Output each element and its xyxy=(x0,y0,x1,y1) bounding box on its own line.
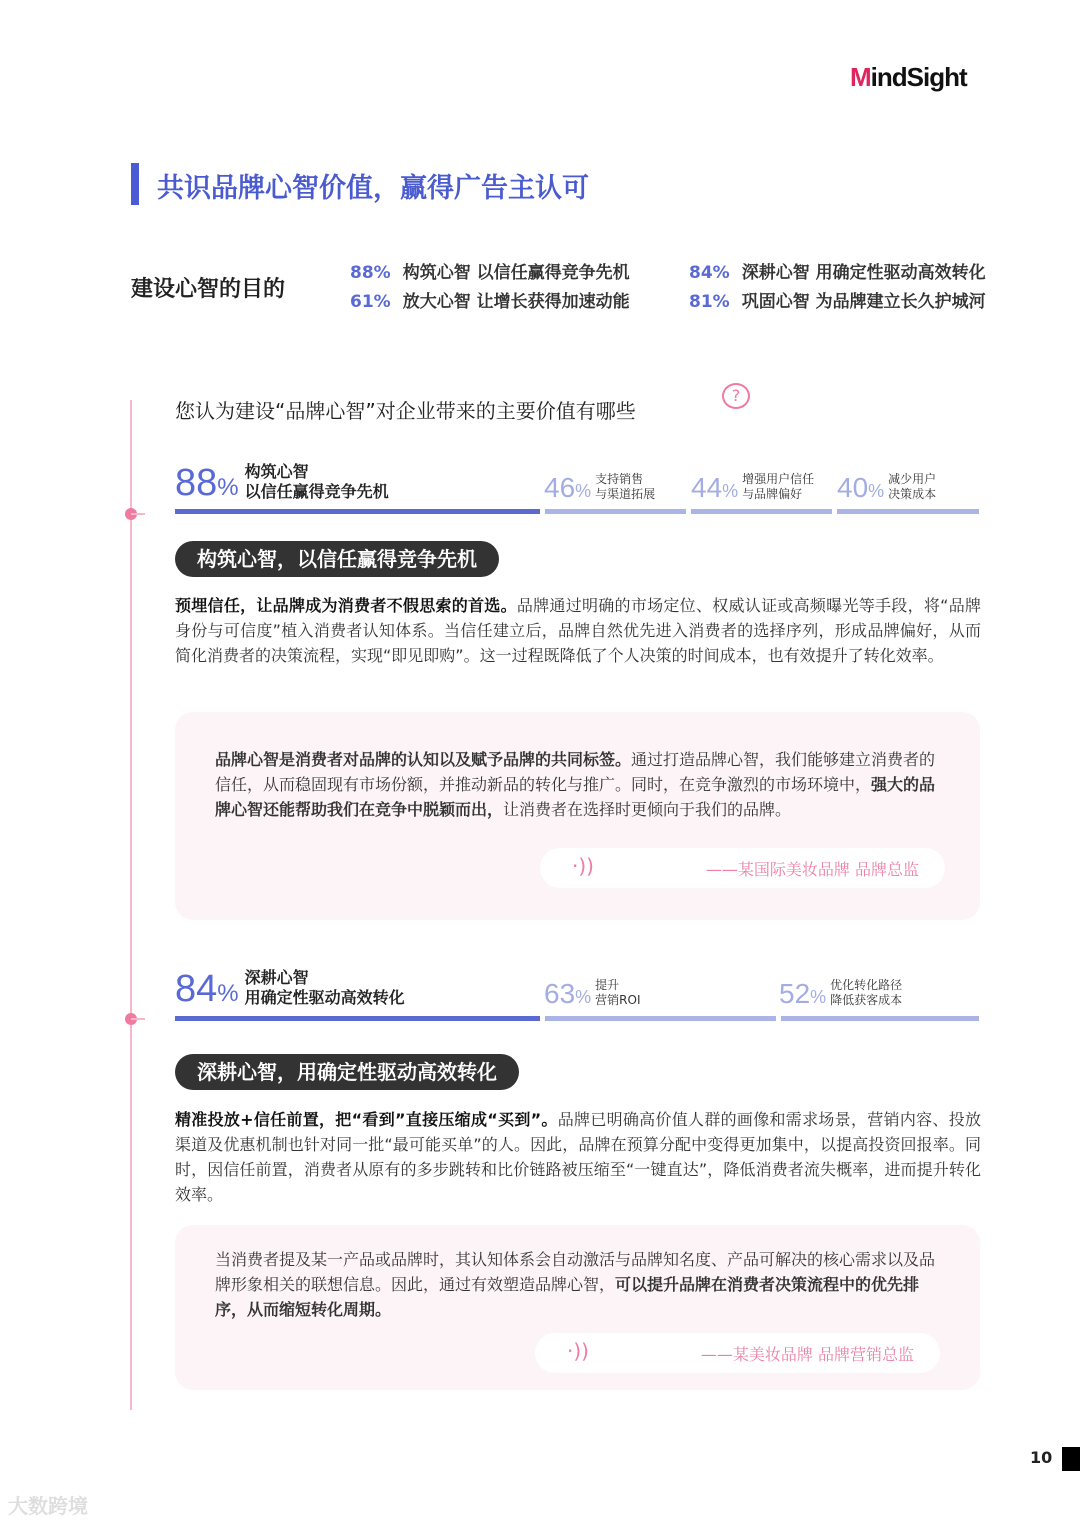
mindsight-logo xyxy=(850,62,967,93)
stat-unit: % xyxy=(868,481,885,501)
stat-unit: % xyxy=(722,481,739,501)
stat-line1: 深耕心智 xyxy=(244,968,309,987)
main-stat xyxy=(175,968,405,1008)
purpose-label: 建设心智的目的 xyxy=(131,277,286,302)
stat-bar-main xyxy=(175,1016,540,1021)
heading-accent-bar xyxy=(131,163,139,205)
stat-line2: 用确定性驱动高效转化 xyxy=(244,988,405,1007)
watermark: 大数跨境 xyxy=(8,1494,88,1518)
stat-line1: 构筑心智 xyxy=(244,462,309,481)
para-lead: 精准投放+信任前置，把“看到”直接压缩成“买到”。 xyxy=(175,1110,558,1129)
stat-unit: % xyxy=(217,980,239,1007)
quote-bold: 品牌心智是消费者对品牌的认知以及赋予品牌的共同标签。 xyxy=(215,750,632,769)
stat-unit: % xyxy=(810,987,827,1007)
purpose-item xyxy=(350,258,630,283)
timeline-tick xyxy=(131,513,145,515)
stat-bar-main xyxy=(175,509,540,514)
page-marker xyxy=(1062,1447,1080,1471)
quote-bold: 可以提升品牌在消费者决策流程中的优先排序，从而缩短转化周期。 xyxy=(215,1275,920,1319)
timeline-line xyxy=(130,400,132,1410)
quote-body: 当消费者提及某一产品或品牌时，其认知体系会自动激活与品牌知名度、产品可解决的核心需求以及品牌形象相关的联想信息。因此，通过有效塑造品牌心智， xyxy=(215,1250,936,1294)
sound-wave-icon: ·)) xyxy=(567,1339,589,1363)
purpose-pct: 88% xyxy=(350,263,391,283)
section-pill: 深耕心智，用确定性驱动高效转化 xyxy=(175,1054,519,1090)
main-stat-value xyxy=(175,464,239,502)
main-stat-label xyxy=(245,462,389,502)
logo-m: M xyxy=(850,62,871,92)
purpose-text: 巩固心智 为品牌建立长久护城河 xyxy=(741,292,986,312)
stat-num: 63 xyxy=(544,978,576,1009)
stat-bar xyxy=(545,1016,776,1021)
stat-line1: 减少用户 xyxy=(888,472,937,486)
quote-body: 让消费者在选择时更倾向于我们的品牌。 xyxy=(503,800,792,819)
stat-bar xyxy=(781,1016,979,1021)
purpose-item xyxy=(350,287,630,312)
stat-num: 88 xyxy=(175,462,218,504)
stat-num: 46 xyxy=(544,472,576,503)
stat-line2: 与渠道拓展 xyxy=(595,487,656,501)
stat-bar xyxy=(545,509,686,514)
page-title: 共识品牌心智价值，赢得广告主认可 xyxy=(157,173,589,204)
purpose-pct: 84% xyxy=(689,263,730,283)
stat-line2: 与品牌偏好 xyxy=(742,487,803,501)
main-stat xyxy=(175,462,389,502)
purpose-item xyxy=(689,287,986,312)
question-bubble-icon: ? xyxy=(722,383,750,409)
attribution-pill xyxy=(540,848,945,888)
timeline-tick xyxy=(131,1018,145,1020)
purpose-pct: 61% xyxy=(350,292,391,312)
stat-bar xyxy=(837,509,979,514)
sub-stat xyxy=(691,472,814,502)
quote-box xyxy=(175,1225,980,1390)
stat-line1: 优化转化路径 xyxy=(830,978,903,992)
quote-body: 通过打造品牌心智，我们能够建立消费者的信任，从而稳固现有市场份额，并推动新品的转化与推广。同时，在竞争激烈的市场环境中， xyxy=(215,750,936,794)
stat-line2: 营销ROI xyxy=(595,993,641,1007)
section-pill: 构筑心智，以信任赢得竞争先机 xyxy=(175,541,499,577)
stat-unit: % xyxy=(575,481,592,501)
stat-bar xyxy=(691,509,832,514)
stat-line1: 提升 xyxy=(595,978,620,992)
stat-unit: % xyxy=(217,474,239,501)
quote-text xyxy=(215,1247,950,1322)
purpose-text: 深耕心智 用确定性驱动高效转化 xyxy=(741,263,986,283)
section-paragraph xyxy=(175,593,981,668)
attribution-text: ——某国际美妆品牌 品牌总监 xyxy=(705,860,919,879)
purpose-text: 放大心智 让增长获得加速动能 xyxy=(402,292,630,312)
quote-text xyxy=(215,747,950,822)
purpose-item xyxy=(689,258,986,283)
stat-line1: 支持销售 xyxy=(595,472,644,486)
purpose-text: 构筑心智 以信任赢得竞争先机 xyxy=(402,263,630,283)
para-body: 品牌通过明确的市场定位、权威认证或高频曝光等手段，将“品牌身份与可信度”植入消费者认知体系。当信任建立后，品牌自然优先进入消费者的选择序列，形成品牌偏好，从而简化消费者的决策流程，实现“即见即购”。这一过程既降低了个人决策的时间成本，也有效提升了转化效率。 xyxy=(175,596,981,665)
sound-wave-icon: ·)) xyxy=(572,854,594,878)
stat-unit: % xyxy=(575,987,592,1007)
stat-line2: 以信任赢得竞争先机 xyxy=(244,482,389,501)
attribution-text: ——某美妆品牌 品牌营销总监 xyxy=(700,1345,914,1364)
para-lead: 预埋信任，让品牌成为消费者不假思索的首选。 xyxy=(175,596,517,615)
section-paragraph xyxy=(175,1107,981,1207)
sub-stat xyxy=(837,472,936,502)
stat-line2: 决策成本 xyxy=(888,487,937,501)
sub-stat xyxy=(544,978,641,1008)
para-body: 品牌已明确高价值人群的画像和需求场景，营销内容、投放渠道及优惠机制也针对同一批“最可能买单”的人。因此，品牌在预算分配中变得更加集中，以提高投资回报率。同时，因信任前置，消费者从原有的多步跳转和比价链路被压缩至“一键直达”，降低消费者流失概率，进而提升转化效率。 xyxy=(175,1110,981,1204)
attribution-pill xyxy=(535,1333,940,1373)
stat-line1: 增强用户信任 xyxy=(742,472,815,486)
purpose-pct: 81% xyxy=(689,292,730,312)
sub-stat xyxy=(779,978,902,1008)
quote-box xyxy=(175,712,980,920)
survey-question: 您认为建设“品牌心智”对企业带来的主要价值有哪些 xyxy=(175,399,636,423)
logo-rest: indSight xyxy=(870,62,967,92)
stat-num: 52 xyxy=(779,978,811,1009)
stat-num: 40 xyxy=(837,472,869,503)
quote-bold: 强大的品牌心智还能帮助我们在竞争中脱颖而出， xyxy=(215,775,936,819)
sub-stat xyxy=(544,472,655,502)
stat-line2: 降低获客成本 xyxy=(830,993,903,1007)
stat-num: 44 xyxy=(691,472,723,503)
page-number: 10 xyxy=(1030,1448,1053,1467)
stat-num: 84 xyxy=(175,968,218,1010)
